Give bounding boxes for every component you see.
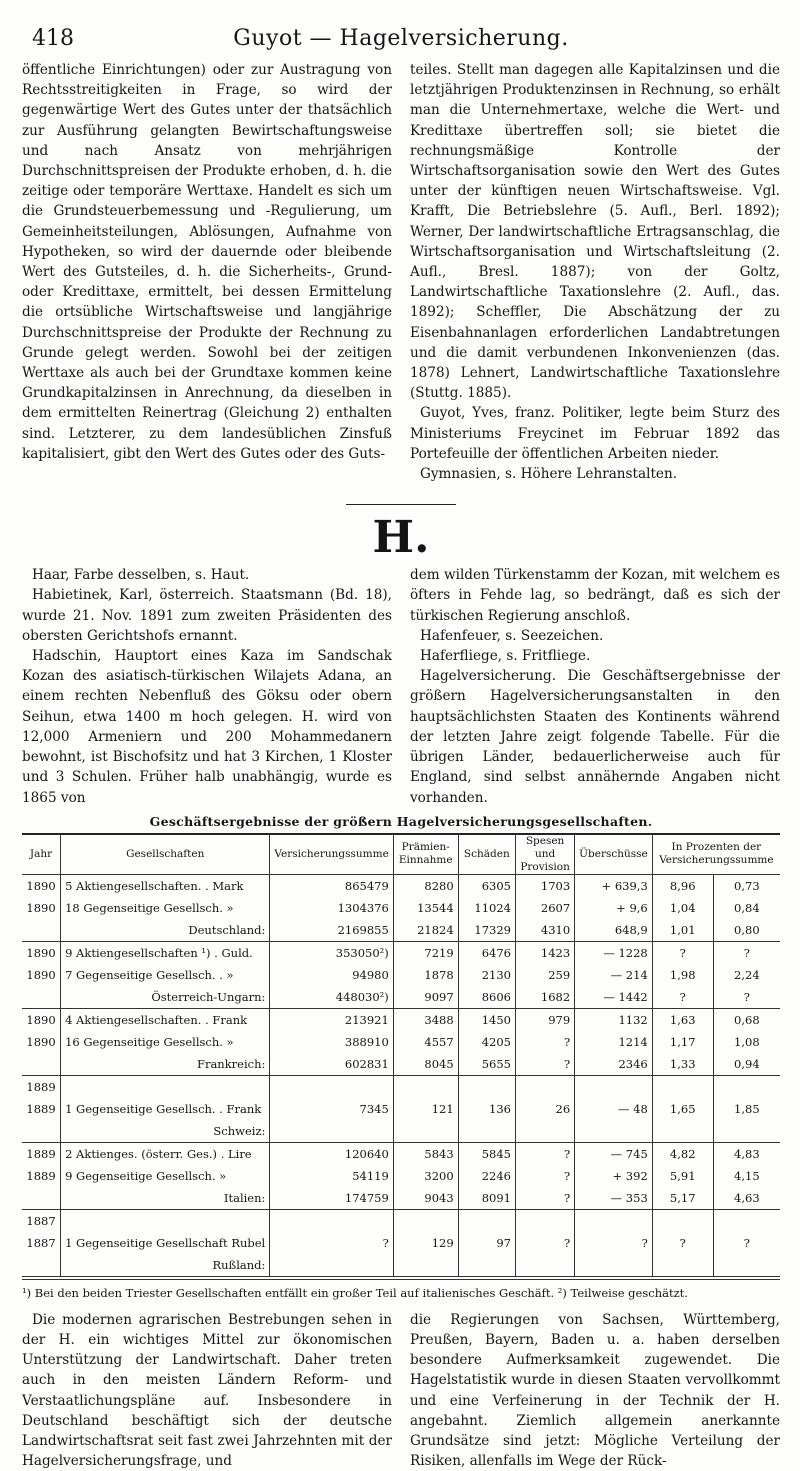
table-cell: 9097 <box>393 986 458 1009</box>
entry-hafenfeuer: Hafenfeuer, s. Seezeichen. <box>420 627 604 644</box>
table-subtotal-row <box>22 1254 780 1277</box>
top-columns <box>22 60 780 484</box>
table-cell: 1890 <box>26 900 56 915</box>
table-cell: Schweiz: <box>61 1120 270 1143</box>
table-cell: 259 <box>515 964 574 986</box>
table-cell: 2,24 <box>713 964 780 986</box>
table-cell: 1,33 <box>652 1053 713 1076</box>
table-cell <box>652 1254 713 1277</box>
table-cell: 18 Gegenseitige Gesellsch. » <box>61 897 270 919</box>
table-cell: 4310 <box>515 919 574 942</box>
table-cell: 26 <box>515 1098 574 1120</box>
mid-columns <box>22 565 780 807</box>
table-cell <box>270 1209 393 1232</box>
table-cell: 0,94 <box>713 1053 780 1076</box>
table-cell: ? <box>515 1187 574 1210</box>
table-cell: 1890 <box>26 967 56 982</box>
table-cell: 4 Aktiengesellschaften. . Frank <box>61 1008 270 1031</box>
table-cell: 1682 <box>515 986 574 1009</box>
table-cell <box>515 1254 574 1277</box>
table-cell: + 9,6 <box>575 897 653 919</box>
mid-right-column <box>410 565 780 807</box>
table-cell: 7 Gegenseitige Gesellsch. . » <box>61 964 270 986</box>
table-cell: 17329 <box>458 919 515 942</box>
table-cell <box>458 1075 515 1098</box>
table-cell <box>22 986 61 1009</box>
paragraph: die Regierungen von Sachsen, Württemberg, Preußen, Bayern, Baden u. a. haben derselben besondere Aufmerksamkeit zugewendet. Die Hagelstatistik wurde in diesen Staaten vervollkommt und eine Verfeinerung in der Technik der H. angebahnt. Ziemlich allgemein anerkannte Grundsätze sind jetzt: Mögliche Verteilung der Risiken, allenfalls im Wege der Rück- <box>410 1311 780 1470</box>
section-letter: H. <box>372 512 430 564</box>
table-cell: ? <box>575 1232 653 1254</box>
table-row <box>22 1008 780 1031</box>
table-cell <box>575 1075 653 1098</box>
table-cell: 1889 <box>26 1168 56 1183</box>
column-header: Versicherungssumme <box>270 834 393 875</box>
table-cell <box>22 919 61 942</box>
table-cell: 1,63 <box>652 1008 713 1031</box>
table-cell: ? <box>652 941 713 964</box>
table-row <box>22 874 780 897</box>
table-cell: 1,17 <box>652 1031 713 1053</box>
table-cell <box>515 1075 574 1098</box>
paragraph: Die modernen agrarischen Bestrebungen sehen in der H. ein wichtiges Mittel zur ökonomischen Unterstützung der Landwirtschaft. Daher treten auch in den meisten Ländern Reform- und Verstaatlichungspläne auf. Insbesondere in Deutschland beschäftigt sich der deutsche Landwirtschaftsrat seit fast zwei Jahrzehnten mit der Hagelversicherungsfrage, und <box>22 1311 392 1470</box>
table-cell: 54119 <box>270 1165 393 1187</box>
table-cell: 1890 <box>26 878 56 893</box>
table-subtotal-row <box>22 1120 780 1143</box>
table-cell <box>458 1254 515 1277</box>
table-cell <box>575 1254 653 1277</box>
table-cell: 979 <box>515 1008 574 1031</box>
table-cell: 0,80 <box>713 919 780 942</box>
page-header <box>22 26 780 60</box>
entry-guyot: Guyot, Yves, franz. Politiker, legte beim Sturz des Ministeriums Freycinet im Februar 1892 das Portefeuille der öffentlichen Arbeiten nieder. <box>410 405 780 462</box>
table-cell: — 353 <box>575 1187 653 1210</box>
entry-gymnasien: Gymnasien, s. Höhere Lehranstalten. <box>420 466 678 483</box>
table-cell: 448030²) <box>270 986 393 1009</box>
table-cell: 136 <box>458 1098 515 1120</box>
table-cell: 6476 <box>458 941 515 964</box>
table-cell <box>270 1075 393 1098</box>
table-cell <box>713 1209 780 1232</box>
table-cell: 2 Aktienges. (österr. Ges.) . Lire <box>61 1142 270 1165</box>
table-cell: — 214 <box>575 964 653 986</box>
table-cell: 8091 <box>458 1187 515 1210</box>
table-cell: 8,96 <box>652 874 713 897</box>
table-cell: 1889 <box>26 1101 56 1116</box>
table-row <box>22 897 780 919</box>
table-cell <box>713 1120 780 1143</box>
table-cell: 9043 <box>393 1187 458 1210</box>
paragraph: öffentliche Einrichtungen) oder zur Austragung von Rechtsstreitigkeiten in Frage, so wird der gegenwärtige Wert des Gutes unter der thatsächlich zur Ausführung gelangten Bewirtschaftungsweise und nach Ansatz von mehrjährigen Durchschnittspreisen der Produkte erhoben, d. h. die zeitige oder temporäre Werttaxe. Handelt es sich um die Grundsteuerbemessung und -Regulierung, um Gemeinheitsteilungen, Ablösungen, Aufnahme von Hypotheken, so wird der dauernde oder bleibende Wert des Gutsteiles, d. h. die Sicherheits-, Grund- oder Kredittaxe, ermittelt, bei dessen Ermittelung die ortsübliche Wirtschaftsweise und langjährige Durchschnittspreise der Produkte der Rechnung zu Grunde gelegt werden. Sowohl bei der zeitigen Werttaxe als auch bei der Grundtaxe kommen keine Grundkapitalzinsen in Anrechnung, da dieselben in dem ermittelten Reinertrag (Gleichung 2) enthalten sind. Letzterer, zu dem landesüblichen Zinsfuß kapitalisiert, gibt den Wert des Gutes oder des Guts- <box>22 62 392 462</box>
table-cell <box>652 1209 713 1232</box>
table-row <box>22 1165 780 1187</box>
table-cell: 865479 <box>270 874 393 897</box>
bottom-columns <box>22 1310 780 1471</box>
table-cell: 8606 <box>458 986 515 1009</box>
table-cell: 21824 <box>393 919 458 942</box>
table-title: Geschäftsergebnisse der größern Hagelversicherungsgesellschaften. <box>149 813 653 829</box>
table-row <box>22 1142 780 1165</box>
table-row <box>22 1075 780 1098</box>
table-cell: 1887 <box>26 1235 56 1250</box>
table-cell: 0,68 <box>713 1008 780 1031</box>
table-header-row <box>22 834 780 875</box>
table-row <box>22 964 780 986</box>
table-cell: 129 <box>393 1232 458 1254</box>
table-cell: 2607 <box>515 897 574 919</box>
table-cell: 7345 <box>270 1098 393 1120</box>
table-cell: 4,15 <box>713 1165 780 1187</box>
table-footnote: ¹) Bei den beiden Triester Gesellschaften entfällt ein großer Teil auf italienisches Geschäft. ²) Teilweise geschätzt. <box>22 1279 780 1300</box>
entry-hadschin: Hadschin, Hauptort eines Kaza im Sandschak Kozan des asiatisch-türkischen Wilajets Adana, an einem rechten Nebenfluß des Göksu oder obern Seihun, etwa 1400 m hoch gelegen. H. wird von 12,000 Armeniern und 200 Mohammedanern bewohnt, ist Bischofsitz und hat 3 Kirchen, 1 Kloster und 3 Schulen. Früher halb unabhängig, wurde es 1865 von <box>22 648 392 806</box>
table-cell <box>458 1209 515 1232</box>
table-cell <box>22 1120 61 1143</box>
table-cell: 2130 <box>458 964 515 986</box>
table-cell: 1,65 <box>652 1098 713 1120</box>
table-cell: ? <box>713 986 780 1009</box>
page-number: 418 <box>32 26 74 51</box>
table-cell: 1703 <box>515 874 574 897</box>
table-cell: + 392 <box>575 1165 653 1187</box>
table-cell: ? <box>515 1232 574 1254</box>
table-cell: 7219 <box>393 941 458 964</box>
table-cell <box>458 1120 515 1143</box>
table-cell: 8280 <box>393 874 458 897</box>
table-cell: ? <box>515 1031 574 1053</box>
table-cell: 121 <box>393 1098 458 1120</box>
table-cell: Österreich-Ungarn: <box>61 986 270 1009</box>
table-cell: 11024 <box>458 897 515 919</box>
table-subtotal-row <box>22 1053 780 1076</box>
table-cell: 1214 <box>575 1031 653 1053</box>
table-row <box>22 1232 780 1254</box>
table-cell: 94980 <box>270 964 393 986</box>
table-cell: 5845 <box>458 1142 515 1165</box>
bottom-right-column <box>410 1310 780 1471</box>
table-cell <box>22 1053 61 1076</box>
table-cell: — 1228 <box>575 941 653 964</box>
table-cell: ? <box>515 1142 574 1165</box>
table-cell: 120640 <box>270 1142 393 1165</box>
table-cell: 3200 <box>393 1165 458 1187</box>
table-cell: 5,17 <box>652 1187 713 1210</box>
table-cell: 5655 <box>458 1053 515 1076</box>
table-cell: 5843 <box>393 1142 458 1165</box>
table-cell: 1 Gegenseitige Gesellschaft Rubel <box>61 1232 270 1254</box>
table-cell: 4205 <box>458 1031 515 1053</box>
table-cell <box>393 1120 458 1143</box>
column-header: In Prozenten der Versicherungssumme <box>652 834 780 875</box>
table-cell: 9 Gegenseitige Gesellsch. » <box>61 1165 270 1187</box>
column-header: Schäden <box>458 834 515 875</box>
table-cell: 4,82 <box>652 1142 713 1165</box>
table-cell: 1889 <box>26 1146 56 1161</box>
table-subtotal-row <box>22 1187 780 1210</box>
table-cell: 1887 <box>26 1213 56 1228</box>
mid-left-column <box>22 565 392 807</box>
table-cell: 353050²) <box>270 941 393 964</box>
table-cell <box>652 1075 713 1098</box>
table-cell <box>515 1209 574 1232</box>
table-cell: 6305 <box>458 874 515 897</box>
table-cell: 1889 <box>26 1079 56 1094</box>
table-cell: Rußland: <box>61 1254 270 1277</box>
bottom-left-column <box>22 1310 392 1471</box>
table-cell: 9 Aktiengesellschaften ¹) . Guld. <box>61 941 270 964</box>
table-cell: 1890 <box>26 1034 56 1049</box>
table-cell: 1,01 <box>652 919 713 942</box>
table-row <box>22 1209 780 1232</box>
entry-haferfliege: Haferfliege, s. Fritfliege. <box>420 648 591 665</box>
table-row <box>22 941 780 964</box>
page <box>22 26 780 1471</box>
table-cell <box>393 1075 458 1098</box>
table-cell: ? <box>515 1053 574 1076</box>
table-cell <box>270 1120 393 1143</box>
table-cell: 1450 <box>458 1008 515 1031</box>
paragraph: dem wilden Türkenstamm der Kozan, mit welchem es öfters in Fehde lag, so bedrängt, daß es sich der türkischen Regierung anschloß. <box>410 567 781 624</box>
table-cell <box>515 1120 574 1143</box>
column-header: Gesellschaften <box>61 834 270 875</box>
table-cell: 16 Gegenseitige Gesellsch. » <box>61 1031 270 1053</box>
table-cell: 648,9 <box>575 919 653 942</box>
table-cell: ? <box>652 1232 713 1254</box>
table-cell: 4,83 <box>713 1142 780 1165</box>
table-cell: ? <box>515 1165 574 1187</box>
table-cell: 1890 <box>26 945 56 960</box>
table-cell: — 48 <box>575 1098 653 1120</box>
page-title: Guyot — Hagelversicherung. <box>233 26 569 51</box>
table-body <box>22 874 780 1276</box>
table-cell: 388910 <box>270 1031 393 1053</box>
table-cell: 1890 <box>26 1012 56 1027</box>
table-cell: ? <box>652 986 713 1009</box>
table-cell: 213921 <box>270 1008 393 1031</box>
column-header: Prämien-Einnahme <box>393 834 458 875</box>
table-row <box>22 1031 780 1053</box>
table-cell: Frankreich: <box>61 1053 270 1076</box>
table-cell: ? <box>713 1232 780 1254</box>
table-cell: 1132 <box>575 1008 653 1031</box>
table-cell <box>393 1209 458 1232</box>
table-cell: 3488 <box>393 1008 458 1031</box>
table-cell <box>61 1209 270 1232</box>
table-cell <box>652 1120 713 1143</box>
table-cell: 5 Aktiengesellschaften. . Mark <box>61 874 270 897</box>
paragraph: teiles. Stellt man dagegen alle Kapitalzinsen und die letztjährigen Produktenzinsen in Rechnung, so erhält man die Unternehmertaxe, welche die Wert- und Kredittaxe übertreffen soll; sie bietet die rechnungsmäßige Kontrolle der Wirtschaftsorganisation sowie den Wert des Gutes unter der künftigen neuen Wirtschaftsweise. Vgl. Krafft, Die Betriebslehre (5. Aufl., Berl. 1892); Werner, Der landwirtschaftliche Ertragsanschlag, die Wirtschaftsorganisation und Wirtschaftsleitung (2. Aufl., Bresl. 1887); von der Goltz, Landwirtschaftliche Taxationslehre (2. Aufl., das. 1892); Scheffler, Die Abschätzung der zu Eisenbahnanlagen erforderlichen Landabtretungen und die damit verbundenen Inkonvenienzen (das. 1878) Lehnert, Landwirtschaftliche Taxationslehre (Stuttg. 1885). <box>410 62 780 402</box>
table-cell: 13544 <box>393 897 458 919</box>
table-cell: Italien: <box>61 1187 270 1210</box>
section-divider <box>346 504 456 505</box>
table-cell: 97 <box>458 1232 515 1254</box>
table-cell: 174759 <box>270 1187 393 1210</box>
table-cell: 1,04 <box>652 897 713 919</box>
table-cell <box>575 1209 653 1232</box>
table-cell <box>270 1254 393 1277</box>
table-cell: 1 Gegenseitige Gesellsch. . Frank <box>61 1098 270 1120</box>
table-subtotal-row <box>22 919 780 942</box>
table-cell: 1,85 <box>713 1098 780 1120</box>
top-left-column <box>22 60 392 484</box>
table-cell <box>22 1254 61 1277</box>
table-cell: 2346 <box>575 1053 653 1076</box>
table-cell <box>61 1075 270 1098</box>
table-cell: 0,73 <box>713 874 780 897</box>
table-cell: 5,91 <box>652 1165 713 1187</box>
table-cell <box>393 1254 458 1277</box>
table-cell: 8045 <box>393 1053 458 1076</box>
table-cell <box>575 1120 653 1143</box>
table-cell: 1304376 <box>270 897 393 919</box>
table-cell: 2169855 <box>270 919 393 942</box>
table-cell: 0,84 <box>713 897 780 919</box>
table-cell <box>713 1075 780 1098</box>
table-cell: 1423 <box>515 941 574 964</box>
table-cell: 1878 <box>393 964 458 986</box>
entry-haar: Haar, Farbe desselben, s. Haut. <box>32 567 250 584</box>
table-cell: 2246 <box>458 1165 515 1187</box>
table-cell: 602831 <box>270 1053 393 1076</box>
table-cell: Deutschland: <box>61 919 270 942</box>
entry-habietinek: Habietinek, Karl, österreich. Staatsmann (Bd. 18), wurde 21. Nov. 1891 zum zweiten Präsidenten des obersten Gerichtshofs ernannt. <box>22 587 392 644</box>
table-row <box>22 1098 780 1120</box>
table-cell <box>22 1187 61 1210</box>
table-cell: ? <box>713 941 780 964</box>
table-cell <box>713 1254 780 1277</box>
table-subtotal-row <box>22 986 780 1009</box>
table-cell: 4,63 <box>713 1187 780 1210</box>
column-header: Jahr <box>22 834 61 875</box>
top-right-column <box>410 60 780 484</box>
table-cell: + 639,3 <box>575 874 653 897</box>
results-table <box>22 833 780 1277</box>
entry-hagelversicherung: Hagelversicherung. Die Geschäftsergebnisse der größern Hagelversicherungsanstalten in den hauptsächlichsten Staaten des Kontinents während der letzten Jahre zeigt folgende Tabelle. Für die übrigen Länder, bedauerlicherweise auch für England, sind selbst annähernde Angaben nicht vorhanden. <box>410 668 780 806</box>
table-cell: — 745 <box>575 1142 653 1165</box>
table-cell: — 1442 <box>575 986 653 1009</box>
table-cell: 1,98 <box>652 964 713 986</box>
table-cell: ? <box>270 1232 393 1254</box>
column-header: Überschüsse <box>575 834 653 875</box>
column-header: Spesen und Provision <box>515 834 574 875</box>
table-cell: 4557 <box>393 1031 458 1053</box>
table-cell: 1,08 <box>713 1031 780 1053</box>
